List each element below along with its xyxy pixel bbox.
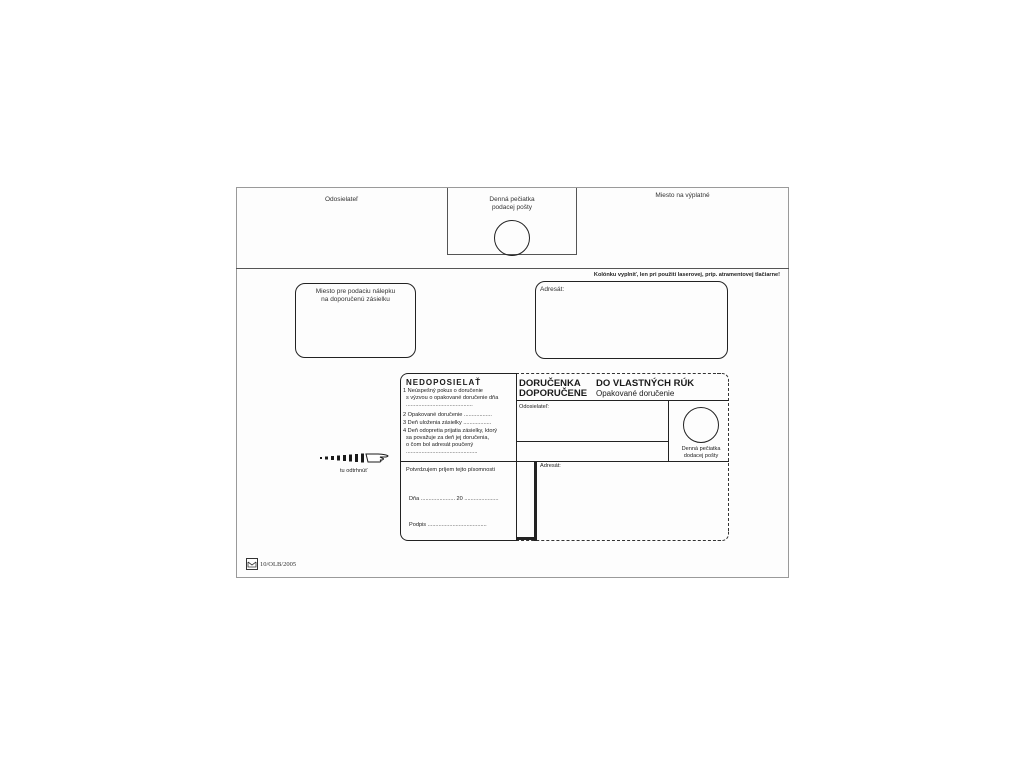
confirm-label: Potvrdzujem príjem tejto písomnosti bbox=[406, 467, 495, 473]
sticker-box-line2: na doporučenú zásielku bbox=[321, 296, 390, 303]
header-divider bbox=[236, 268, 789, 269]
delivery-stamp-label-1: Denná pečiatka bbox=[681, 446, 721, 452]
card-item-4d: .............................................. bbox=[406, 449, 478, 455]
card-title-line2: DOPORUČENE bbox=[519, 388, 588, 399]
postage-label: Miesto na výplatné bbox=[655, 192, 710, 199]
printer-notice: Kolónku vyplniť, len pri použití laserovej, príp. atramentovej tlačiarne! bbox=[593, 272, 780, 278]
card-item-4: 4 Deň odopretia prijatia zásielky, ktorý bbox=[403, 428, 498, 434]
form-code: 10/OLB/2005 bbox=[260, 561, 297, 568]
card-item-2: 2 Opakované doručenie .................. bbox=[403, 412, 492, 418]
card-item-3: 3 Deň uloženia zásielky .................. bbox=[403, 420, 492, 426]
post-stamp-circle bbox=[494, 220, 530, 256]
card-item-4c: o čom bol adresát poučený bbox=[406, 442, 474, 448]
signature-field: Podpis ...................................... bbox=[409, 522, 487, 528]
envelope-logo-icon bbox=[246, 557, 258, 575]
card-item-1c: ........................................... bbox=[406, 402, 473, 408]
stamp-label-line1: Denná pečiatka bbox=[489, 196, 535, 203]
stamp-label-line2: podacej pošty bbox=[491, 204, 533, 211]
card-title-line1: DORUČENKA bbox=[519, 378, 581, 389]
delivery-stamp-label-2: dodacej pošty bbox=[683, 453, 719, 459]
card-item-4b: sa považuje za deň jej doručenia, bbox=[406, 435, 490, 441]
nedoposielat-title: NEDOPOSIELAŤ bbox=[406, 378, 482, 387]
card-subtitle-right: Opakované doručenie bbox=[596, 389, 675, 398]
address-box-label: Adresát: bbox=[540, 286, 565, 293]
card-sender-label: Odosielateľ: bbox=[519, 404, 549, 410]
sender-label: Odosielateľ bbox=[325, 196, 358, 203]
card-title-right: DO VLASTNÝCH RÚK bbox=[596, 378, 695, 389]
sticker-box-line1: Miesto pre podaciu nálepku bbox=[315, 288, 396, 295]
card-addressee-label: Adresát: bbox=[540, 463, 561, 469]
tear-label: tu odtrhnúť bbox=[340, 468, 368, 474]
card-item-1b: s výzvou o opakované doručenie dňa bbox=[406, 395, 499, 401]
delivery-stamp-circle bbox=[683, 407, 719, 443]
date-field: Dňa ...................... 20 ...................... bbox=[409, 496, 499, 502]
card-item-1: 1 Neúspešný pokus o doručenie bbox=[403, 388, 483, 394]
